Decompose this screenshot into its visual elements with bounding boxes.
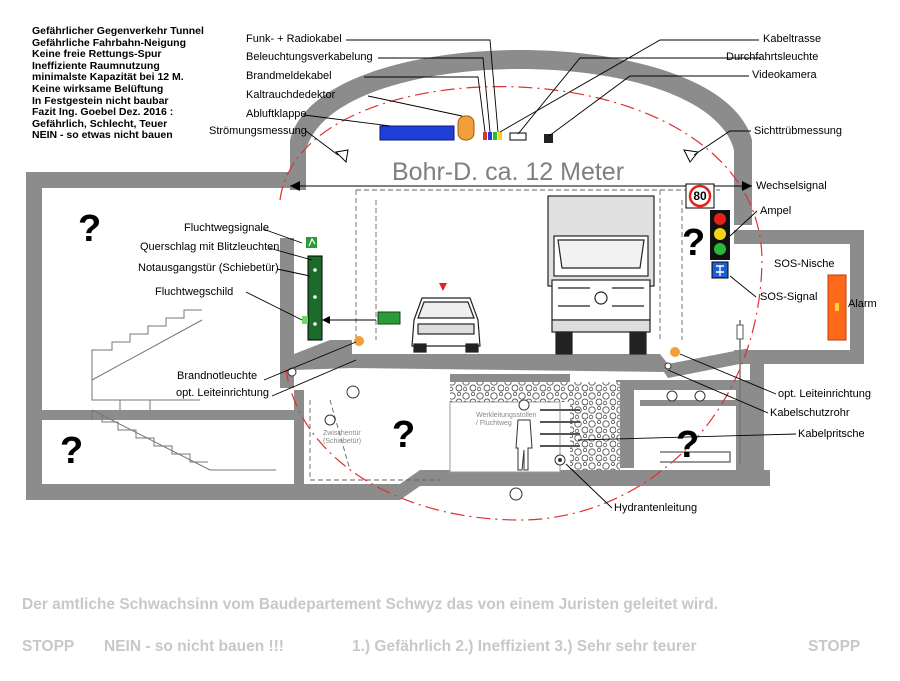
label-cross-passage: Querschlag mit Blitzleuchten — [140, 241, 280, 253]
label-guidance-right: opt. Leiteinrichtung — [778, 388, 871, 400]
ventilation-duct — [380, 126, 454, 140]
alarm-indicator — [835, 303, 839, 311]
label-radio-cable: Funk- + Radiokabel — [246, 33, 342, 45]
label-emergency-door: Notausgangstür (Schiebetür) — [138, 262, 279, 274]
label-cable-conduit: Kabelschutzrohr — [770, 407, 850, 419]
note-line: In Festgestein nicht baubar — [32, 94, 169, 107]
traffic-light-red — [714, 213, 726, 225]
label-escape-signals: Fluchtwegsignale — [184, 222, 269, 234]
label-guidance-left: opt. Leiteinrichtung — [176, 387, 269, 399]
note-line: Gefährliche Fahrbahn-Neigung — [32, 36, 187, 49]
label-lighting-cabling: Beleuchtungsverkabelung — [246, 51, 373, 63]
footer-stopp-left: STOPP — [22, 638, 75, 655]
note-line: Gefährlicher Gegenverkehr Tunnel — [32, 25, 204, 37]
note-line: minimalste Kapazität bei 12 M. — [32, 71, 184, 84]
label-cable-route: Kabeltrasse — [763, 33, 822, 45]
label-emergency-lamp: Brandnotleuchte — [177, 370, 258, 382]
footer-stopp-right: STOPP — [808, 638, 861, 655]
flow-sensor — [336, 150, 348, 162]
drain — [665, 363, 671, 369]
question-mark: ? — [682, 222, 706, 264]
passage-light — [510, 133, 526, 140]
emergency-lamp-right — [670, 347, 680, 357]
footer-statement: Der amtliche Schwachsinn vom Baudepartement Schwyz das von einem Juristen geleitet wird. — [22, 596, 718, 613]
label-fire-alarm-cable: Brandmeldekabel — [246, 70, 332, 82]
label-flow-measurement: Strömungsmessung — [209, 125, 307, 137]
car-marker — [439, 283, 447, 291]
cable-blue — [488, 132, 492, 140]
label-cold-smoke-detector: Kaltrauchdedektor — [246, 89, 336, 101]
cable-red — [483, 132, 487, 140]
cold-smoke-detector — [458, 116, 474, 140]
label-variable-sign: Wechselsignal — [756, 180, 827, 192]
escape-direction-sign — [378, 312, 400, 324]
note-line: Keine freie Rettungs-Spur — [32, 48, 162, 61]
label-cable-tray: Kabelpritsche — [798, 428, 865, 440]
note-line: Keine wirksame Belüftung — [32, 82, 164, 95]
gravel-fill — [570, 382, 620, 470]
drain — [347, 386, 359, 398]
question-mark: ? — [392, 414, 416, 456]
traffic-light-yellow — [714, 228, 726, 240]
question-mark: ? — [676, 424, 700, 466]
visibility-sensor — [684, 150, 698, 162]
bore-diameter-label: Bohr-D. ca. 12 Meter — [392, 158, 625, 186]
footer-nein: NEIN - so nicht bauen !!! — [104, 638, 284, 655]
traffic-light-green — [714, 243, 726, 255]
label-escape-sign: Fluchtwegschild — [155, 286, 234, 298]
cable-yellow — [498, 132, 502, 140]
criticism-notes — [32, 26, 204, 142]
emergency-lamp-left — [354, 336, 364, 346]
video-camera — [544, 134, 553, 143]
speed-sign-value: 80 — [693, 189, 707, 203]
label-sos-niche: SOS-Nische — [774, 258, 835, 270]
car — [412, 298, 480, 352]
footer-points: 1.) Gefährlich 2.) Ineffizient 3.) Sehr sehr teurer — [352, 638, 697, 655]
truck — [548, 196, 654, 354]
question-mark: ? — [60, 430, 84, 472]
note-line: NEIN - so etwas nicht bauen — [32, 129, 173, 142]
note-line: Ineffiziente Raumnutzung — [32, 59, 160, 72]
question-mark: ? — [78, 208, 102, 250]
gravel-fill-top — [450, 382, 570, 402]
label-exhaust-flap: Abluftklappe — [246, 108, 307, 120]
label-hydrant-line: Hydrantenleitung — [614, 502, 698, 514]
note-line: Gefährlich, Schlecht, Teuer — [32, 117, 168, 130]
drain — [695, 391, 705, 401]
label-video-camera: Videokamera — [752, 69, 817, 81]
cable-green — [493, 132, 497, 140]
drain — [667, 391, 677, 401]
label-passage-light: Durchfahrtsleuchte — [726, 51, 819, 63]
label-alarm: Alarm — [848, 298, 877, 310]
escape-route-sign — [302, 316, 308, 324]
drain — [510, 488, 522, 500]
label-service-gallery: Werkleitungsstollen / Fluchtweg — [476, 412, 537, 427]
note-line: Fazit Ing. Goebel Dez. 2016 : — [32, 106, 174, 119]
label-sos-signal: SOS-Signal — [760, 291, 818, 303]
sos-phone — [737, 325, 743, 339]
drain — [325, 415, 335, 425]
label-traffic-light: Ampel — [760, 205, 792, 217]
label-visibility-measurement: Sichttrübmessung — [754, 125, 843, 137]
label-intermediate-door: Zwischentür (Schiebetür) — [323, 430, 362, 445]
